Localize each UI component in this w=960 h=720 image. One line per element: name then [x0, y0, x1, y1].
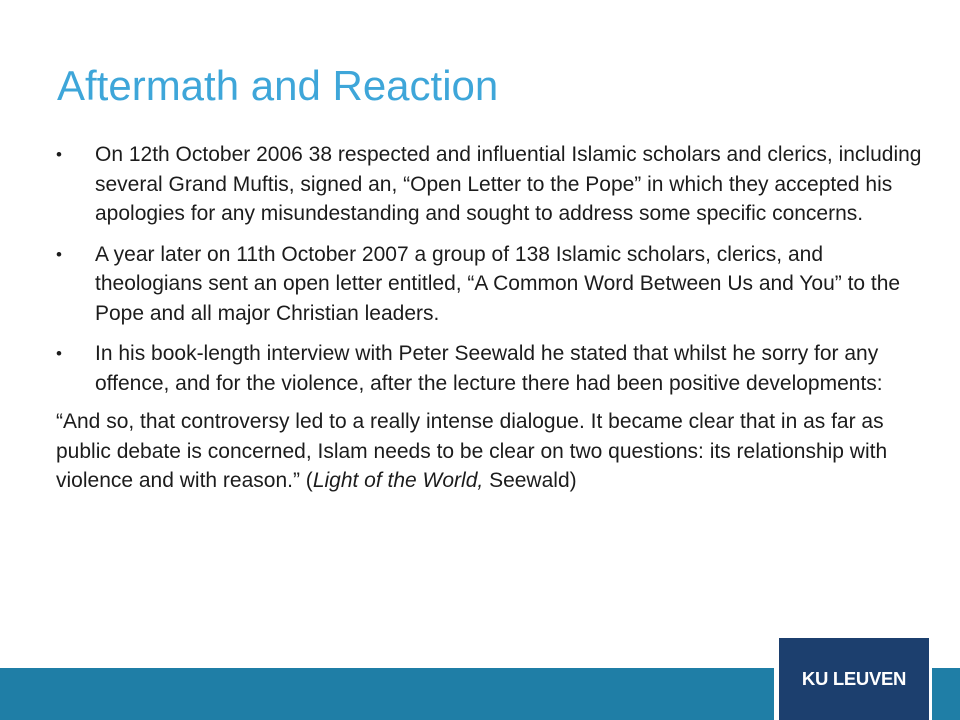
bullet-list [56, 140, 936, 398]
quote-source-author: Seewald) [483, 469, 577, 492]
quote-source-title: Light of the World, [312, 469, 484, 492]
logo-text: KU LEUVEN [801, 668, 907, 689]
bullet-icon: • [56, 344, 62, 363]
bullet-item [56, 140, 936, 229]
ku-leuven-logo [779, 638, 929, 720]
bullet-item [56, 240, 936, 329]
slide-body [56, 140, 936, 496]
slide-title: Aftermath and Reaction [57, 62, 499, 109]
bullet-text: In his book-length interview with Peter Seewald he stated that whilst he sorry for any offence, and for the violence, after the lecture there had been positive developments: [95, 342, 883, 395]
bullet-text: A year later on 11th October 2007 a group of 138 Islamic scholars, clerics, and theologians sent an open letter entitled, “A Common Word Between Us and You” to the Pope and all major Christian leaders. [95, 242, 901, 325]
bullet-item [56, 339, 936, 398]
quote-paragraph [56, 407, 936, 496]
logo [774, 633, 932, 720]
bullet-icon: • [56, 244, 62, 264]
bullet-icon: • [56, 145, 62, 164]
quote-text: “And so, that controversy led to a really intense dialogue. It became clear that in as far as public debate is concerned, Islam needs to be clear on two questions: its relationship with violence and with reason.” ( [56, 410, 888, 492]
bullet-text: On 12th October 2006 38 respected and influential Islamic scholars and clerics, including several Grand Muftis, signed an, “Open Letter to the Pope” in which they accepted his apologies for any misundestanding and sought to address some specific concerns. [95, 143, 922, 225]
